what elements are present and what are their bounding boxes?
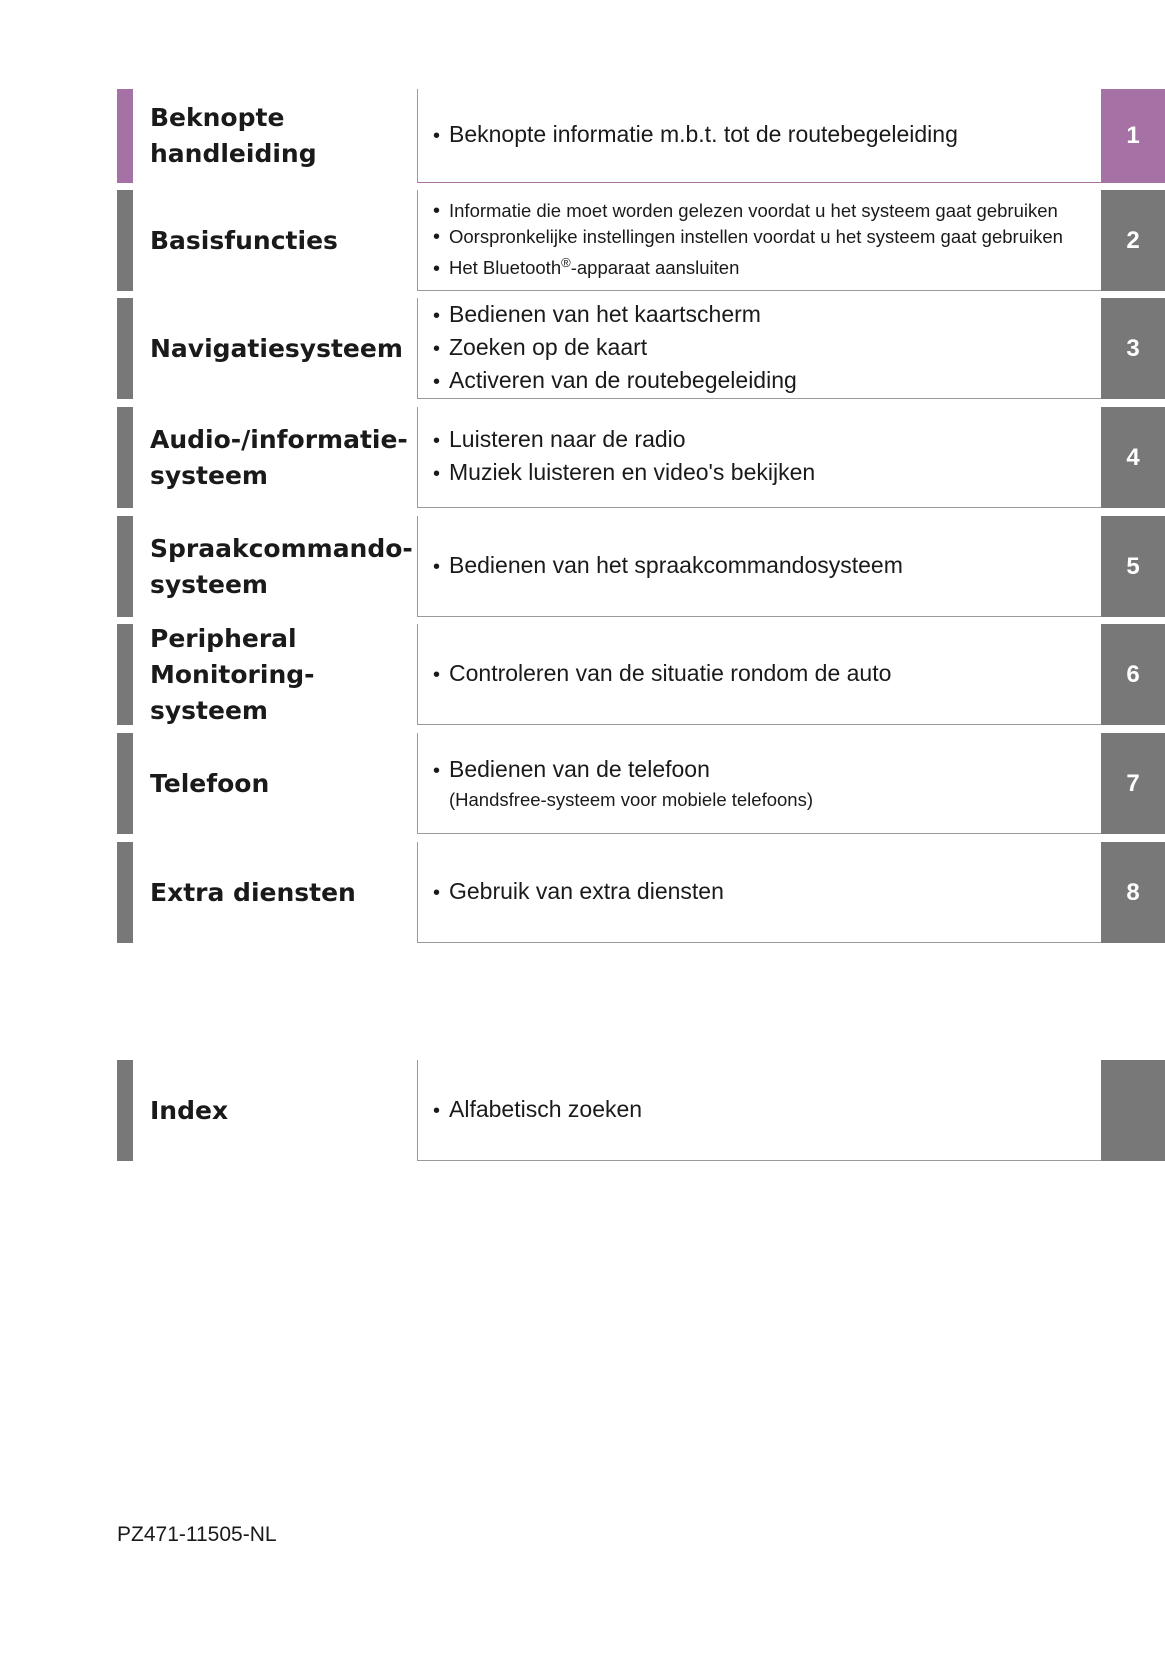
chapter-number-tab[interactable]: 6 — [1101, 624, 1165, 725]
list-item[interactable]: • Bedienen van de telefoon — [433, 755, 710, 782]
list-item[interactable]: • Gebruik van extra diensten — [433, 877, 724, 904]
section-content — [417, 842, 1165, 943]
toc-section-3[interactable] — [117, 298, 1165, 399]
toc-section-index[interactable] — [117, 1060, 1165, 1161]
document-code: PZ471-11505-NL — [117, 1523, 277, 1546]
list-item[interactable]: • Het Bluetooth®-apparaat aansluiten — [433, 255, 740, 280]
section-content — [417, 624, 1165, 725]
list-item[interactable]: • Oorspronkelijke instellingen instellen voordat u het systeem gaat gebruiken — [433, 226, 1063, 249]
toc-section-6[interactable] — [117, 624, 1165, 725]
toc-section-8[interactable] — [117, 842, 1165, 943]
section-content — [417, 1060, 1165, 1161]
section-color-bar — [117, 516, 133, 617]
chapter-number-tab[interactable]: 8 — [1101, 842, 1165, 943]
section-color-bar — [117, 407, 133, 508]
section-content — [417, 190, 1165, 291]
section-color-bar — [117, 190, 133, 291]
section-title[interactable]: Navigatiesysteem — [150, 333, 403, 363]
toc-section-2[interactable] — [117, 190, 1165, 291]
section-title[interactable]: Index — [150, 1095, 229, 1125]
section-content — [417, 516, 1165, 617]
chapter-number-tab[interactable]: 5 — [1101, 516, 1165, 617]
section-color-bar — [117, 1060, 133, 1161]
chapter-number-tab[interactable]: 1 — [1101, 89, 1165, 183]
section-color-bar — [117, 842, 133, 943]
toc-section-5[interactable] — [117, 516, 1165, 617]
section-title[interactable]: Spraakcommando- systeem — [150, 533, 413, 599]
toc-section-4[interactable] — [117, 407, 1165, 508]
section-color-bar — [117, 733, 133, 834]
section-color-bar — [117, 298, 133, 399]
section-title[interactable]: Extra diensten — [150, 877, 356, 907]
list-item[interactable]: • Controleren van de situatie rondom de auto — [433, 659, 892, 686]
section-color-bar — [117, 624, 133, 725]
section-content — [417, 733, 1165, 834]
chapter-number-tab[interactable]: 2 — [1101, 190, 1165, 291]
chapter-number-tab[interactable]: 3 — [1101, 298, 1165, 399]
section-title[interactable]: Audio-/informatie- systeem — [150, 424, 408, 490]
section-title[interactable]: Peripheral Monitoring-systeem — [150, 623, 315, 725]
section-title[interactable]: Beknopte handleiding — [150, 103, 317, 168]
section-title[interactable]: Telefoon — [150, 768, 270, 798]
list-item[interactable]: • Zoeken op de kaart — [433, 333, 648, 360]
list-item[interactable]: • Bedienen van het spraakcommandosysteem — [433, 551, 903, 578]
list-item-note: (Handsfree-systeem voor mobiele telefoons) — [449, 788, 813, 810]
section-content — [417, 298, 1165, 399]
list-item[interactable]: • Activeren van de routebegeleiding — [433, 366, 797, 393]
section-title[interactable]: Basisfuncties — [150, 225, 338, 255]
list-item[interactable]: • Beknopte informatie m.b.t. tot de routebegeleiding — [433, 121, 958, 147]
list-item[interactable]: • Informatie die moet worden gelezen voordat u het systeem gaat gebruiken — [433, 200, 1058, 223]
chapter-number-tab[interactable]: 7 — [1101, 733, 1165, 834]
chapter-number-tab[interactable]: 4 — [1101, 407, 1165, 508]
section-content — [417, 89, 1165, 183]
list-item[interactable]: • Muziek luisteren en video's bekijken — [433, 459, 816, 485]
registered-mark: ® — [561, 255, 571, 271]
section-color-bar — [117, 89, 133, 183]
toc-section-1[interactable] — [117, 89, 1165, 183]
toc-section-7[interactable] — [117, 733, 1165, 834]
list-item[interactable]: • Bedienen van het kaartscherm — [433, 300, 761, 327]
section-content — [417, 407, 1165, 508]
list-item[interactable]: • Luisteren naar de radio — [433, 426, 686, 452]
index-tab[interactable] — [1101, 1060, 1165, 1161]
list-item[interactable]: • Alfabetisch zoeken — [433, 1095, 643, 1122]
